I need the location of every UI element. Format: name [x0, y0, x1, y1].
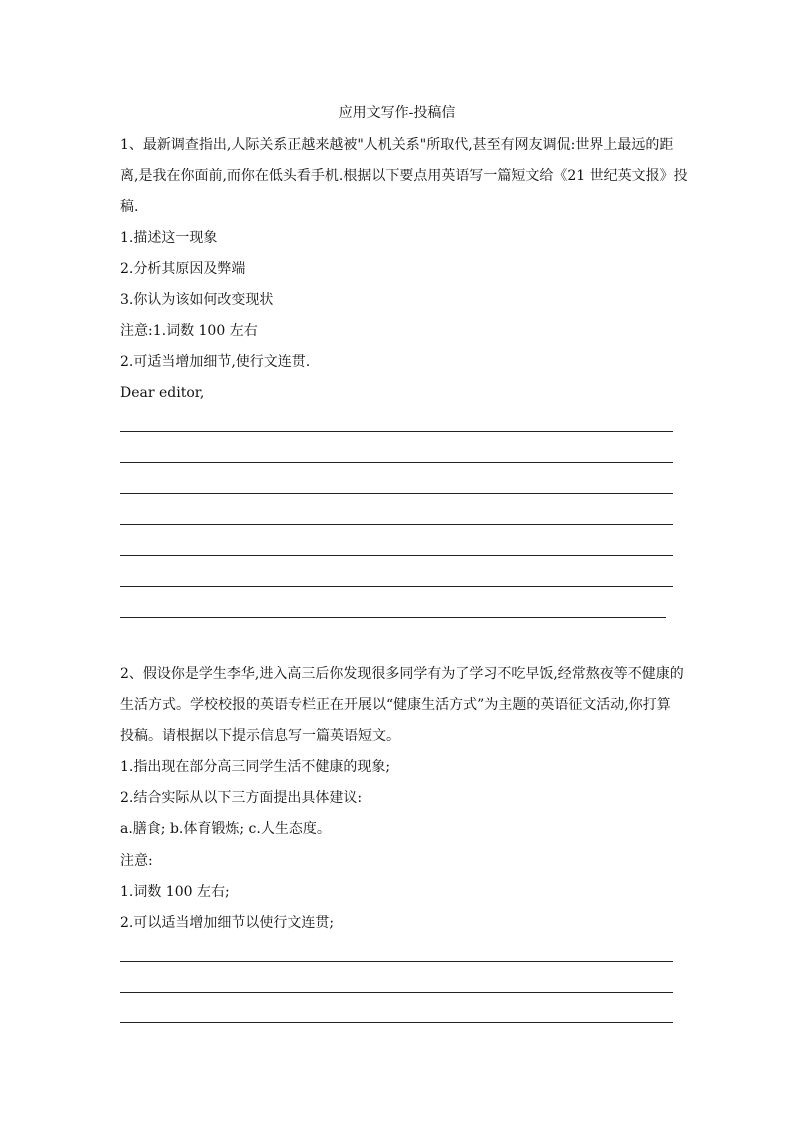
answer-line: [120, 1022, 673, 1023]
q2-note-1: 1.词数 100 左右;: [120, 884, 230, 900]
q1-point-1: 1.描述这一现象: [120, 230, 218, 246]
answer-line: [120, 555, 673, 556]
q2-prompt-line-3: 投稿。请根据以下提示信息写一篇英语短文。: [120, 728, 400, 744]
answer-line: [120, 462, 673, 463]
q2-note-label: 注意:: [120, 853, 153, 869]
q2-prompt-line-2: 生活方式。学校校报的英语专栏正在开展以“健康生活方式”为主题的英语征文活动,你打算: [120, 697, 671, 713]
q1-point-2: 2.分析其原因及弊端: [120, 261, 246, 277]
answer-line: [120, 493, 673, 494]
q2-prompt-line-1: 2、假设你是学生李华,进入高三后你发现很多同学有为了学习不吃早饭,经常熬夜等不健康的: [120, 666, 684, 682]
q1-point-3: 3.你认为该如何改变现状: [120, 292, 274, 308]
q1-note-1: 注意:1.词数 100 左右: [120, 323, 258, 339]
answer-line: [120, 961, 673, 962]
q2-point-1: 1.指出现在部分高三同学生活不健康的现象;: [120, 759, 391, 775]
answer-line: [120, 524, 673, 525]
q2-note-2: 2.可以适当增加细节以使行文连贯;: [120, 915, 335, 931]
q1-prompt-line-3: 稿.: [120, 199, 139, 215]
q2-point-3: a.膳食; b.体育锻炼; c.人生态度。: [120, 821, 331, 837]
q1-note-2: 2.可适当增加细节,使行文连贯.: [120, 354, 311, 370]
answer-line: [120, 617, 666, 618]
answer-line: [120, 992, 673, 993]
q1-prompt-line-2: 离,是我在你面前,而你在低头看手机.根据以下要点用英语写一篇短文给《21 世纪英文报》投: [120, 168, 688, 184]
q1-prompt-line-1: 1、最新调查指出,人际关系正越来越被"人机关系"所取代,甚至有网友调侃:世界上最远的距: [120, 137, 674, 153]
salutation: Dear editor,: [120, 385, 205, 401]
answer-line: [120, 431, 673, 432]
document-title: 应用文写作-投稿信: [338, 105, 456, 121]
answer-line: [120, 586, 673, 587]
q2-point-2: 2.结合实际从以下三方面提出具体建议:: [120, 790, 363, 806]
